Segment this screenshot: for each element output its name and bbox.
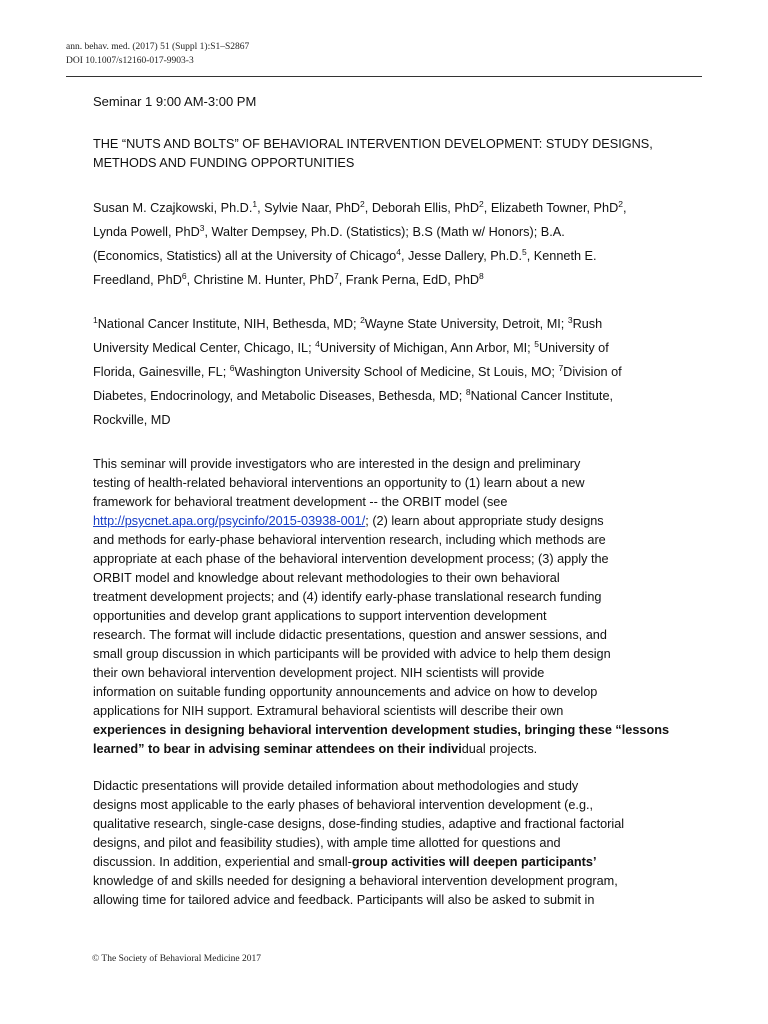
affil-text: University of [538, 341, 609, 355]
author-text: , Jesse Dallery, Ph.D. [400, 249, 522, 263]
text-segment: discussion. In addition, experiential and small- [93, 855, 352, 869]
text-line: small group discussion in which participants will be provided with advice to help them design [93, 647, 611, 661]
affil-text: National Cancer Institute, NIH, Bethesda, MD; [97, 317, 361, 331]
doi: DOI 10.1007/s12160-017-9903-3 [66, 56, 194, 66]
text-line: research. The format will include didactic presentations, question and answer sessions, and [93, 628, 607, 642]
author-text: , Walter Dempsey, Ph.D. (Statistics); B.S (Math w/ Honors); B.A. [204, 225, 565, 239]
text-line: testing of health-related behavioral interventions an opportunity to (1) learn about a new [93, 476, 585, 490]
affil-number: 7 [558, 363, 564, 373]
affil-marker: 5 [521, 247, 527, 257]
affil-text: Rush [572, 317, 603, 331]
affiliation-line [93, 384, 685, 408]
affiliation-line: Rockville, MD [93, 413, 171, 427]
affil-text: Florida, Gainesville, FL; [93, 365, 230, 379]
header-rule [66, 76, 702, 77]
affil-number: 2 [360, 315, 365, 325]
affil-number: 1 [93, 315, 98, 325]
title-line-2: METHODS AND FUNDING OPPORTUNITIES [93, 156, 355, 170]
text-line: treatment development projects; and (4) identify early-phase translational research funding [93, 590, 602, 604]
author-list [93, 196, 685, 292]
author-text: Susan M. Czajkowski, Ph.D. [93, 201, 253, 215]
affil-marker: 6 [181, 271, 187, 281]
article-content [93, 93, 685, 910]
author-line [93, 196, 685, 220]
affil-text: National Cancer Institute, [470, 389, 614, 403]
bold-text: experiences in designing behavioral intervention development studies, bringing these “lessons [93, 723, 670, 737]
author-line [93, 220, 685, 244]
affil-marker: 8 [479, 271, 484, 281]
author-text: , Christine M. Hunter, PhD [186, 273, 334, 287]
affil-text: Diabetes, Endocrinology, and Metabolic Diseases, Bethesda, MD; [93, 389, 466, 403]
text-line: ORBIT model and knowledge about relevant methodologies to their own behavioral [93, 571, 560, 585]
text-line [93, 740, 685, 759]
affil-number: 3 [567, 315, 573, 325]
author-text: , Kenneth E. [526, 249, 597, 263]
text-line [93, 853, 685, 872]
affiliation-list [93, 312, 685, 432]
text-line [93, 512, 685, 531]
seminar-heading: Seminar 1 9:00 AM-3:00 PM [93, 94, 257, 109]
text-line: knowledge of and skills needed for designing a behavioral intervention development program, [93, 874, 618, 888]
affil-marker: 2 [618, 199, 623, 209]
bold-text: learned” to bear in advising seminar attendees on their indivi [93, 742, 462, 756]
author-text: Lynda Powell, PhD [93, 225, 200, 239]
affiliation-line [93, 312, 685, 336]
text-line: qualitative research, single-case designs, dose-finding studies, adaptive and fractional factorial [93, 817, 625, 831]
author-line [93, 268, 685, 292]
text-segment: dual projects. [461, 742, 538, 756]
affil-marker: 2 [479, 199, 484, 209]
author-text: , Deborah Ellis, PhD [364, 201, 480, 215]
journal-citation: ann. behav. med. (2017) 51 (Suppl 1):S1–S2867 [66, 42, 250, 52]
affil-number: 6 [229, 363, 235, 373]
text-line: information on suitable funding opportunity announcements and advice on how to develop [93, 685, 598, 699]
text-line: designs most applicable to the early phases of behavioral intervention development (e.g., [93, 798, 594, 812]
text-line: applications for NIH support. Extramural behavioral scientists will describe their own [93, 704, 564, 718]
text-line: opportunities and develop grant applications to support intervention development [93, 609, 547, 623]
copyright-footer: © The Society of Behavioral Medicine 2017 [92, 954, 262, 964]
text-line: and methods for early-phase behavioral intervention research, including which methods are [93, 533, 606, 547]
affiliation-line [93, 360, 685, 384]
affil-number: 4 [315, 339, 320, 349]
affil-marker: 7 [333, 271, 339, 281]
affil-text: University of Michigan, Ann Arbor, MI; [319, 341, 535, 355]
running-header [66, 40, 249, 68]
text-line: framework for behavioral treatment development -- the ORBIT model (see [93, 495, 508, 509]
text-line: designs, and pilot and feasibility studies), with ample time allotted for questions and [93, 836, 561, 850]
affil-text: University Medical Center, Chicago, IL; [93, 341, 316, 355]
affil-marker: 3 [199, 223, 205, 233]
text-line: Didactic presentations will provide detailed information about methodologies and study [93, 779, 579, 793]
affil-number: 5 [534, 339, 539, 349]
article-title [93, 135, 685, 173]
text-segment: ; (2) learn about appropriate study designs [365, 514, 604, 528]
bold-text: group activities will deepen participants’ [351, 855, 597, 869]
affil-marker: 1 [252, 199, 258, 209]
author-text: , [622, 201, 627, 215]
affiliation-line [93, 336, 685, 360]
text-line: their own behavioral intervention development project. NIH scientists will provide [93, 666, 545, 680]
author-text: , Frank Perna, EdD, PhD [338, 273, 480, 287]
text-line: This seminar will provide investigators who are interested in the design and preliminary [93, 457, 581, 471]
paragraph-2 [93, 777, 685, 910]
affil-number: 8 [465, 387, 471, 397]
text-line: allowing time for tailored advice and feedback. Participants will also be asked to submit in [93, 893, 595, 907]
affil-text: Division of [563, 365, 622, 379]
author-text: Freedland, PhD [93, 273, 182, 287]
author-text: , Elizabeth Towner, PhD [483, 201, 619, 215]
title-line-1: THE “NUTS AND BOLTS” OF BEHAVIORAL INTERVENTION DEVELOPMENT: STUDY DESIGNS, [93, 137, 653, 151]
affil-marker: 4 [396, 247, 401, 257]
text-line [93, 721, 685, 740]
text-line: appropriate at each phase of the behavioral intervention development process; (3) apply the [93, 552, 609, 566]
affil-marker: 2 [360, 199, 365, 209]
author-line [93, 244, 685, 268]
author-text: (Economics, Statistics) all at the University of Chicago [93, 249, 397, 263]
affil-text: Wayne State University, Detroit, MI; [364, 317, 568, 331]
orbit-model-link[interactable]: http://psycnet.apa.org/psycinfo/2015-03938-001/ [93, 514, 366, 528]
paragraph-1 [93, 455, 685, 759]
author-text: , Sylvie Naar, PhD [257, 201, 361, 215]
affil-text: Washington University School of Medicine, St Louis, MO; [234, 365, 559, 379]
